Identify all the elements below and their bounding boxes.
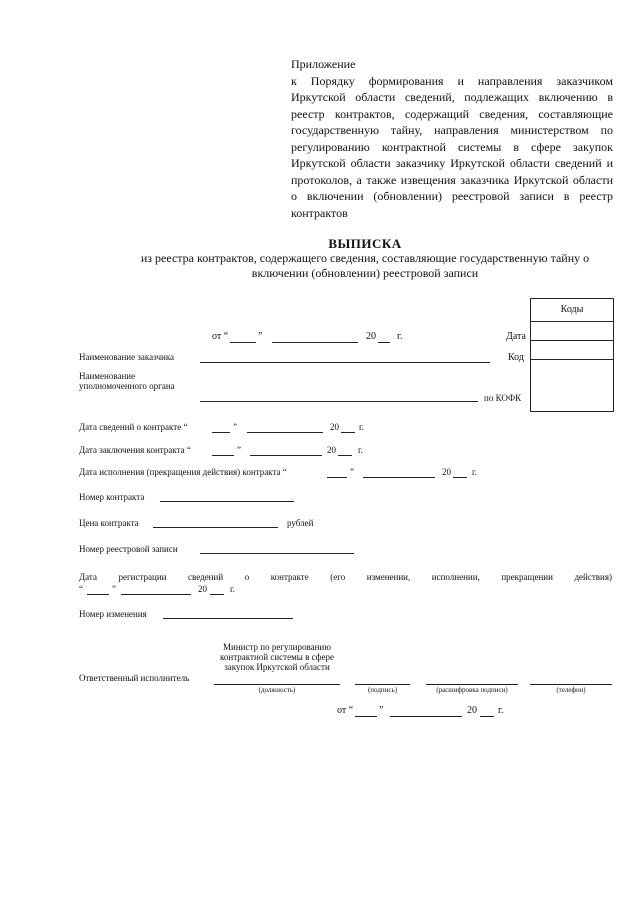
caption-signature: (подпись) <box>367 686 398 694</box>
header-date-year-suffix: г. <box>397 331 403 342</box>
contract-price-label: Цена контракта <box>79 518 139 528</box>
contract-info-date-label: Дата сведений о контракте “ <box>79 422 188 432</box>
footer-date-quote: ” <box>379 705 384 716</box>
footer-date-month-field[interactable] <box>390 716 462 717</box>
contract-sign-day-field[interactable] <box>212 455 234 456</box>
registration-year-suffix: г. <box>230 584 235 594</box>
signature-signature-line[interactable] <box>355 684 410 685</box>
registration-open-quote: “ <box>79 584 83 594</box>
contract-info-day-field[interactable] <box>212 432 230 433</box>
authority-label-line2: уполномоченного органа <box>79 381 175 391</box>
footer-date-year-prefix: 20 <box>467 705 477 716</box>
contract-exec-quote: ” <box>350 467 354 477</box>
header-date-month-field[interactable] <box>272 342 358 343</box>
contract-sign-year-suffix: г. <box>358 445 363 455</box>
contract-price-unit: рублей <box>287 518 314 528</box>
contract-exec-year-suffix: г. <box>472 467 477 477</box>
registration-year-prefix: 20 <box>198 584 207 594</box>
contract-sign-quote: ” <box>237 445 241 455</box>
change-number-field[interactable] <box>163 618 293 619</box>
contract-number-field[interactable] <box>160 501 294 502</box>
codes-cell-date <box>531 322 613 341</box>
contract-number-label: Номер контракта <box>79 492 145 502</box>
caption-decoding: (расшифровка подписи) <box>436 686 508 694</box>
customer-code-label: Код <box>508 352 524 363</box>
footer-date-day-field[interactable] <box>355 716 377 717</box>
customer-label: Наименование заказчика <box>79 352 175 362</box>
registration-quote: ” <box>112 584 116 594</box>
registration-day-field[interactable] <box>87 594 109 595</box>
signature-phone-line[interactable] <box>530 684 612 685</box>
registry-number-label: Номер реестровой записи <box>79 544 178 554</box>
contract-sign-date-label: Дата заключения контракта “ <box>79 445 191 455</box>
header-date-year-field[interactable] <box>378 342 390 343</box>
codes-header: Коды <box>531 299 613 322</box>
contract-info-quote: ” <box>233 422 237 432</box>
signature-label: Ответственный исполнитель <box>79 673 190 683</box>
contract-exec-year-field[interactable] <box>453 477 467 478</box>
registration-date-label: Дата регистрации сведений о контракте (его изменении, исполнении, прекращении действия) <box>79 572 612 582</box>
signature-position-value: Министр по регулированию контрактной системы в сфере закупок Иркутской области <box>220 642 334 672</box>
appendix-heading: Приложение <box>291 57 356 71</box>
caption-phone: (телефон) <box>556 686 586 694</box>
contract-sign-month-field[interactable] <box>250 455 322 456</box>
footer-date-year-field[interactable] <box>480 716 494 717</box>
codes-cell-code <box>531 341 613 360</box>
contract-info-year-prefix: 20 <box>330 422 339 432</box>
header-date-label: Дата <box>506 331 526 342</box>
signature-decoding-line[interactable] <box>426 684 518 685</box>
registration-month-field[interactable] <box>121 594 191 595</box>
authority-label-line1: Наименование <box>79 371 136 381</box>
contract-sign-year-prefix: 20 <box>327 445 336 455</box>
contract-price-field[interactable] <box>153 527 278 528</box>
contract-exec-day-field[interactable] <box>327 477 347 478</box>
footer-date-from: от “ <box>337 705 354 716</box>
signature-position-line[interactable] <box>214 684 340 685</box>
contract-info-year-suffix: г. <box>359 422 364 432</box>
authority-field[interactable] <box>200 401 478 402</box>
appendix-body: к Порядку формирования и направления заказчиком Иркутской области сведений, подлежащих включению в реестр контрактов, содержащий сведения, составляющие государственную тайну, направления министерством по регулированию контрактной системы в сфере закупок Иркутской области заказчику Иркутской области сведений и протоколов, а также извещения заказчика Иркутской области о включении (обновлении) реестровой записи в реестр контрактов <box>291 73 613 220</box>
caption-position: (должность) <box>258 686 296 694</box>
registration-year-field[interactable] <box>210 594 224 595</box>
header-date-from: от “ <box>212 331 229 342</box>
codes-box <box>530 298 614 412</box>
contract-info-year-field[interactable] <box>341 432 355 433</box>
contract-sign-year-field[interactable] <box>338 455 352 456</box>
document-subtitle: из реестра контрактов, содержащего сведения, составляющие государственную тайну о включении (обновлении) реестровой записи <box>140 251 590 280</box>
registry-number-field[interactable] <box>200 553 354 554</box>
appendix-block <box>291 56 613 221</box>
contract-info-month-field[interactable] <box>247 432 323 433</box>
footer-date-year-suffix: г. <box>498 705 504 716</box>
contract-exec-month-field[interactable] <box>363 477 435 478</box>
contract-exec-year-prefix: 20 <box>442 467 451 477</box>
header-date-day-field[interactable] <box>230 342 256 343</box>
change-number-label: Номер изменения <box>79 609 147 619</box>
customer-field[interactable] <box>200 362 490 363</box>
authority-kofk-label: по КОФК <box>484 393 522 403</box>
header-date-quote: ” <box>258 331 263 342</box>
header-date-year-prefix: 20 <box>366 331 376 342</box>
document-title: ВЫПИСКА <box>328 236 402 251</box>
contract-exec-date-label: Дата исполнения (прекращения действия) контракта “ <box>79 467 287 477</box>
